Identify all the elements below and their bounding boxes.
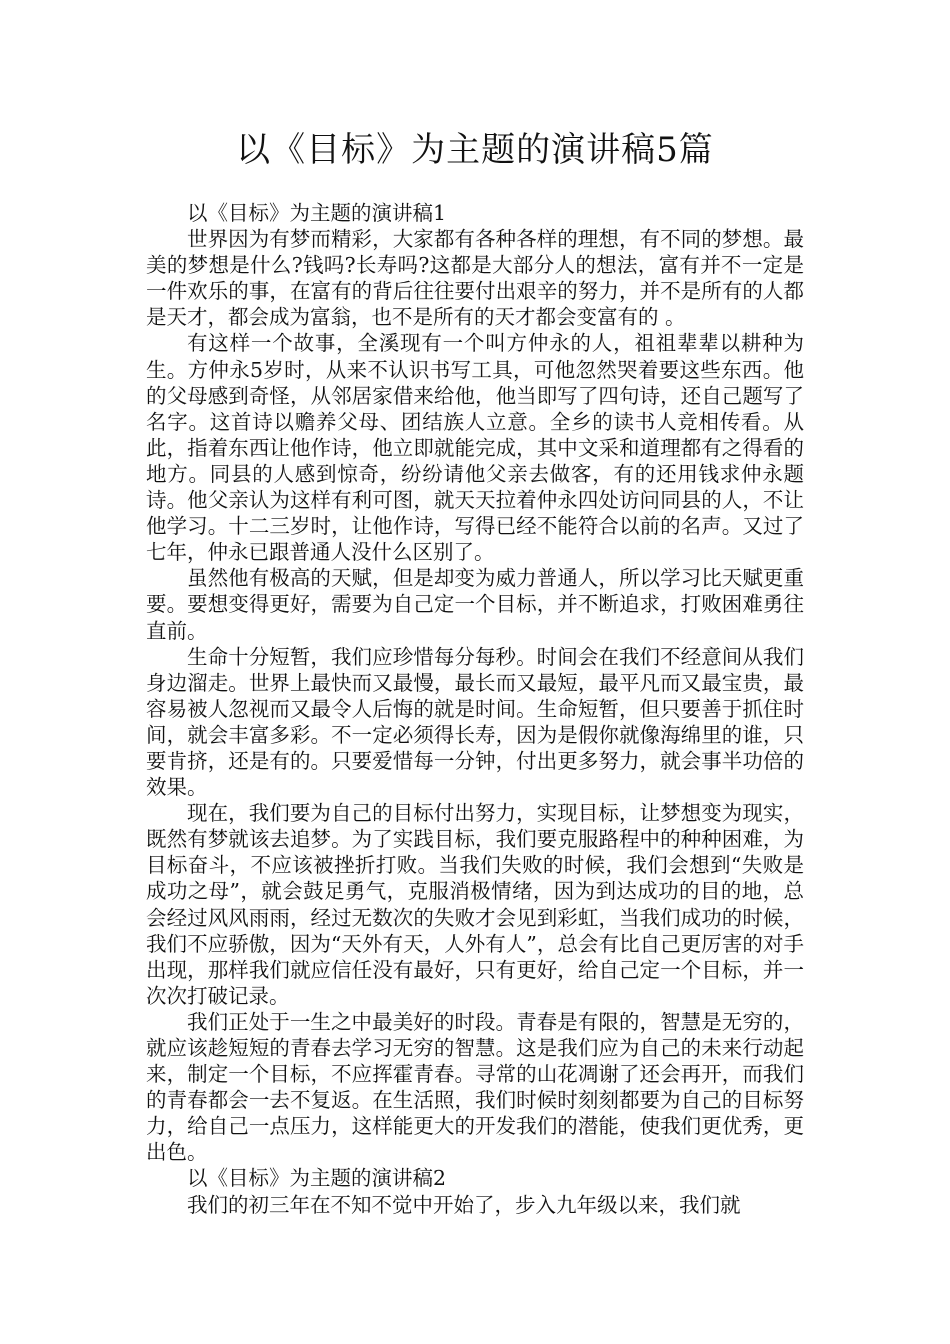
body-paragraph: 生命十分短暂，我们应珍惜每分每秒。时间会在我们不经意间从我们身边溜走。世界上最快而又最慢，最长而又最短，最平凡而又最宝贵，最容易被人忽视而又最令人后悔的就是时间。生命短暂，但只要善于抓住时间，就会丰富多彩。不一定必须得长寿，因为是假你就像海绵里的谁，只要肯挤，还是有的。只要爱惜每一分钟，付出更多努力，就会事半功倍的效果。 xyxy=(146,644,804,800)
body-paragraph: 现在，我们要为自己的目标付出努力，实现目标，让梦想变为现实，既然有梦就该去追梦。为了实践目标，我们要克服路程中的种种困难，为目标奋斗，不应该被挫折打败。当我们失败的时候，我们会想到“失败是成功之母”，就会鼓足勇气，克服消极情绪，因为到达成功的目的地，总会经过风风雨雨，经过无数次的失败才会见到彩虹，当我们成功的时候，我们不应骄傲，因为“天外有天，人外有人”，总会有比自己更厉害的对手出现，那样我们就应信任没有最好，只有更好，给自己定一个目标，并一次次打破记录。 xyxy=(146,801,804,1008)
body-paragraph: 世界因为有梦而精彩，大家都有各种各样的理想，有不同的梦想。最美的梦想是什么?钱吗?长寿吗?这都是大部分人的想法，富有并不一定是一件欢乐的事，在富有的背后往往要付出艰辛的努力，并不是所有的人都是天才，都会成为富翁，也不是所有的天才都会变富有的 。 xyxy=(146,227,804,330)
document-body xyxy=(146,200,804,1218)
body-paragraph: 我们的初三年在不知不觉中开始了，步入九年级以来，我们就 xyxy=(187,1192,741,1217)
body-paragraph: 我们正处于一生之中最美好的时段。青春是有限的，智慧是无穷的，就应该趁短短的青春去学习无穷的智慧。这是我们应为自己的未来行动起来，制定一个目标，不应挥霍青春。寻常的山花凋谢了还会再开，而我们的青春都会一去不复返。在生活照，我们时候时刻刻都要为自己的目标努力，给自己一点压力，这样能更大的开发我们的潜能，使我们更优秀，更出色。 xyxy=(146,1009,804,1165)
section-heading-1: 以《目标》为主题的演讲稿1 xyxy=(187,201,447,225)
body-paragraph: 虽然他有极高的天赋，但是却变为威力普通人，所以学习比天赋更重要。要想变得更好，需要为自己定一个目标，并不断追求，打败困难勇往直前。 xyxy=(146,566,804,643)
body-paragraph: 有这样一个故事，全溪现有一个叫方仲永的人，祖祖辈辈以耕种为生。方仲永5岁时，从来不认识书写工具，可他忽然哭着要这些东西。他的父母感到奇怪，从邻居家借来给他，他当即写了四句诗，还自己题写了名字。这首诗以赡养父母、团结族人立意。全乡的读书人竞相传看。从此，指着东西让他作诗，他立即就能完成，其中文采和道理都有之得看的地方。同县的人感到惊奇，纷纷请他父亲去做客，有的还用钱求仲永题诗。他父亲认为这样有利可图，就天天拉着仲永四处访问同县的人，不让他学习。十二三岁时，让他作诗，写得已经不能符合以前的名声。又过了七年，仲永已跟普通人没什么区别了。 xyxy=(146,331,804,565)
document-title: 以《目标》为主题的演讲稿5篇 xyxy=(236,130,714,170)
section-heading-2: 以《目标》为主题的演讲稿2 xyxy=(187,1166,447,1191)
